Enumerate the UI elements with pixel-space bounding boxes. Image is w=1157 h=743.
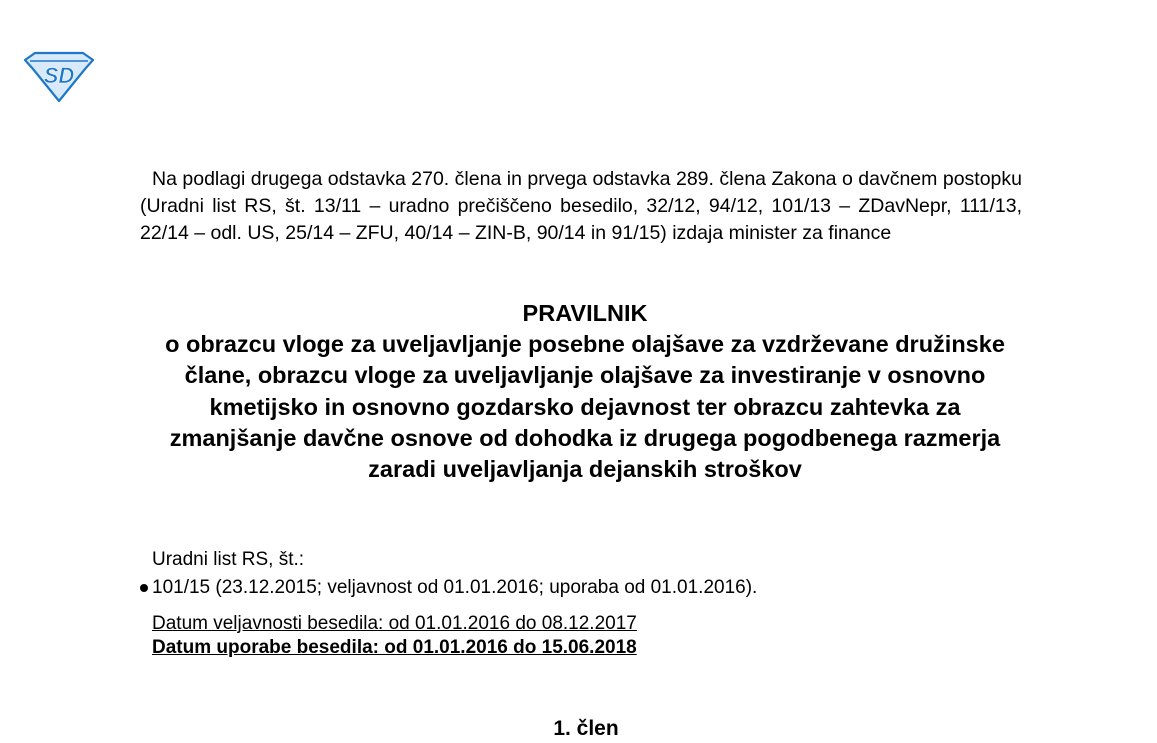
validity-date: Datum veljavnosti besedila: od 01.01.2016 do 08.12.2017 xyxy=(152,613,637,634)
regulation-title-block xyxy=(120,298,1050,485)
text-dates-section xyxy=(152,612,637,660)
preamble-paragraph: Na podlagi drugega odstavka 270. člena in prvega odstavka 289. člena Zakona o davčnem postopku (Uradni list RS, št. 13/11 – uradno prečiščeno besedilo, 32/12, 94/12, 101/13 – ZDavNepr, 111/13, 22/14 – odl. US, 25/14 – ZFU, 40/14 – ZIN-B, 90/14 in 91/15) izdaja minister za finance xyxy=(140,168,1022,244)
document-subtitle: o obrazcu vloge za uveljavljanje posebne olajšave za vzdrževane družinske člane, obrazcu vloge za uveljavljanje olajšave za investiranje v osnovno kmetijsko in osnovno gozdarsko dejavnost ter obrazcu zahtevka za zmanjšanje davčne osnove od dohodka iz drugega pogodbenega razmerja zaradi uveljavljanja dejanskih stroškov xyxy=(165,331,1005,483)
application-date: Datum uporabe besedila: od 01.01.2016 do 15.06.2018 xyxy=(152,637,637,658)
gazette-entry xyxy=(140,574,757,602)
gazette-entry-text: 101/15 (23.12.2015; veljavnost od 01.01.2016; uporaba od 01.01.2016). xyxy=(152,577,758,598)
official-gazette-section xyxy=(152,546,769,602)
logo-letters: SD xyxy=(43,63,75,88)
gazette-label: Uradni list RS, št.: xyxy=(152,549,305,570)
article-heading: 1. člen xyxy=(553,717,619,740)
shield-sd-logo-icon xyxy=(22,50,96,104)
bullet-icon xyxy=(140,584,148,592)
document-title: PRAVILNIK xyxy=(522,300,648,326)
